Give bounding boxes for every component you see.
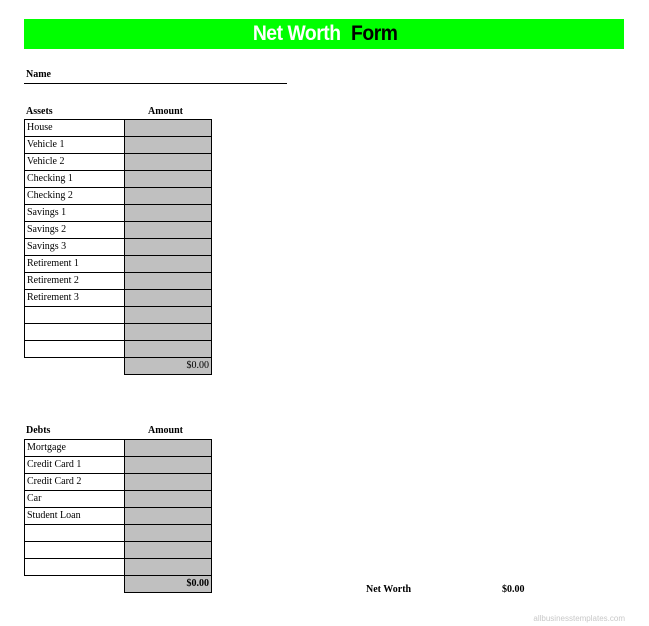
title-banner [24, 19, 624, 49]
debt-row [25, 491, 212, 508]
debt-amount-cell[interactable] [125, 491, 212, 508]
debt-item-label [25, 525, 125, 542]
asset-amount-cell[interactable] [125, 239, 212, 256]
asset-item-label: Savings 3 [25, 239, 125, 256]
debt-amount-cell[interactable] [125, 559, 212, 576]
asset-total-value: $0.00 [125, 358, 212, 375]
asset-amount-cell[interactable] [125, 290, 212, 307]
asset-amount-cell[interactable] [125, 273, 212, 290]
debt-item-label [25, 542, 125, 559]
name-label: Name [26, 69, 51, 80]
asset-amount-cell[interactable] [125, 188, 212, 205]
debt-item-label: Credit Card 2 [25, 474, 125, 491]
debt-amount-cell[interactable] [125, 440, 212, 457]
asset-amount-cell[interactable] [125, 307, 212, 324]
debt-item-label: Car [25, 491, 125, 508]
asset-amount-cell[interactable] [125, 222, 212, 239]
asset-row [25, 239, 212, 256]
asset-item-label [25, 307, 125, 324]
asset-item-label: Savings 2 [25, 222, 125, 239]
debt-amount-cell[interactable] [125, 525, 212, 542]
asset-amount-cell[interactable] [125, 205, 212, 222]
asset-row [25, 120, 212, 137]
debt-item-label [25, 559, 125, 576]
asset-amount-cell[interactable] [125, 154, 212, 171]
debt-item-label: Mortgage [25, 440, 125, 457]
title-part-1: Net Worth [252, 22, 341, 45]
assets-header: Assets [26, 106, 53, 117]
debt-total-row [25, 576, 212, 593]
assets-amount-header: Amount [148, 106, 184, 117]
asset-item-label: Retirement 1 [25, 256, 125, 273]
asset-row [25, 324, 212, 341]
asset-row [25, 222, 212, 239]
asset-item-label [25, 341, 125, 358]
debt-row [25, 508, 212, 525]
asset-amount-cell[interactable] [125, 324, 212, 341]
debt-item-label: Student Loan [25, 508, 125, 525]
asset-amount-cell[interactable] [125, 120, 212, 137]
asset-row [25, 188, 212, 205]
asset-total-row [25, 358, 212, 375]
net-worth-value: $0.00 [502, 584, 525, 595]
debts-table [24, 439, 212, 593]
asset-row [25, 273, 212, 290]
debt-total-spacer [25, 576, 125, 593]
asset-item-label: Checking 1 [25, 171, 125, 188]
asset-row [25, 307, 212, 324]
asset-row [25, 256, 212, 273]
asset-item-label: Retirement 2 [25, 273, 125, 290]
asset-amount-cell[interactable] [125, 171, 212, 188]
asset-row [25, 171, 212, 188]
assets-table [24, 119, 212, 375]
debt-amount-cell[interactable] [125, 542, 212, 559]
asset-row [25, 290, 212, 307]
debt-amount-cell[interactable] [125, 508, 212, 525]
asset-item-label: Retirement 3 [25, 290, 125, 307]
asset-row [25, 341, 212, 358]
title-part-2: Form [350, 22, 398, 45]
asset-amount-cell[interactable] [125, 137, 212, 154]
debts-header: Debts [26, 425, 51, 436]
debt-row [25, 542, 212, 559]
debt-row [25, 474, 212, 491]
asset-row [25, 205, 212, 222]
asset-item-label: Savings 1 [25, 205, 125, 222]
net-worth-label: Net Worth [366, 584, 412, 595]
asset-item-label: Vehicle 1 [25, 137, 125, 154]
debt-total-value: $0.00 [125, 576, 212, 593]
asset-item-label: Checking 2 [25, 188, 125, 205]
asset-item-label: House [25, 120, 125, 137]
asset-amount-cell[interactable] [125, 341, 212, 358]
debts-amount-header: Amount [148, 425, 184, 436]
debt-item-label: Credit Card 1 [25, 457, 125, 474]
debt-row [25, 457, 212, 474]
asset-item-label: Vehicle 2 [25, 154, 125, 171]
asset-amount-cell[interactable] [125, 256, 212, 273]
asset-item-label [25, 324, 125, 341]
debt-amount-cell[interactable] [125, 457, 212, 474]
name-field-line[interactable] [24, 83, 287, 84]
debt-amount-cell[interactable] [125, 474, 212, 491]
debt-row [25, 559, 212, 576]
asset-row [25, 154, 212, 171]
watermark: allbusinesstemplates.com [533, 614, 625, 623]
debt-row [25, 440, 212, 457]
asset-total-spacer [25, 358, 125, 375]
asset-row [25, 137, 212, 154]
debt-row [25, 525, 212, 542]
